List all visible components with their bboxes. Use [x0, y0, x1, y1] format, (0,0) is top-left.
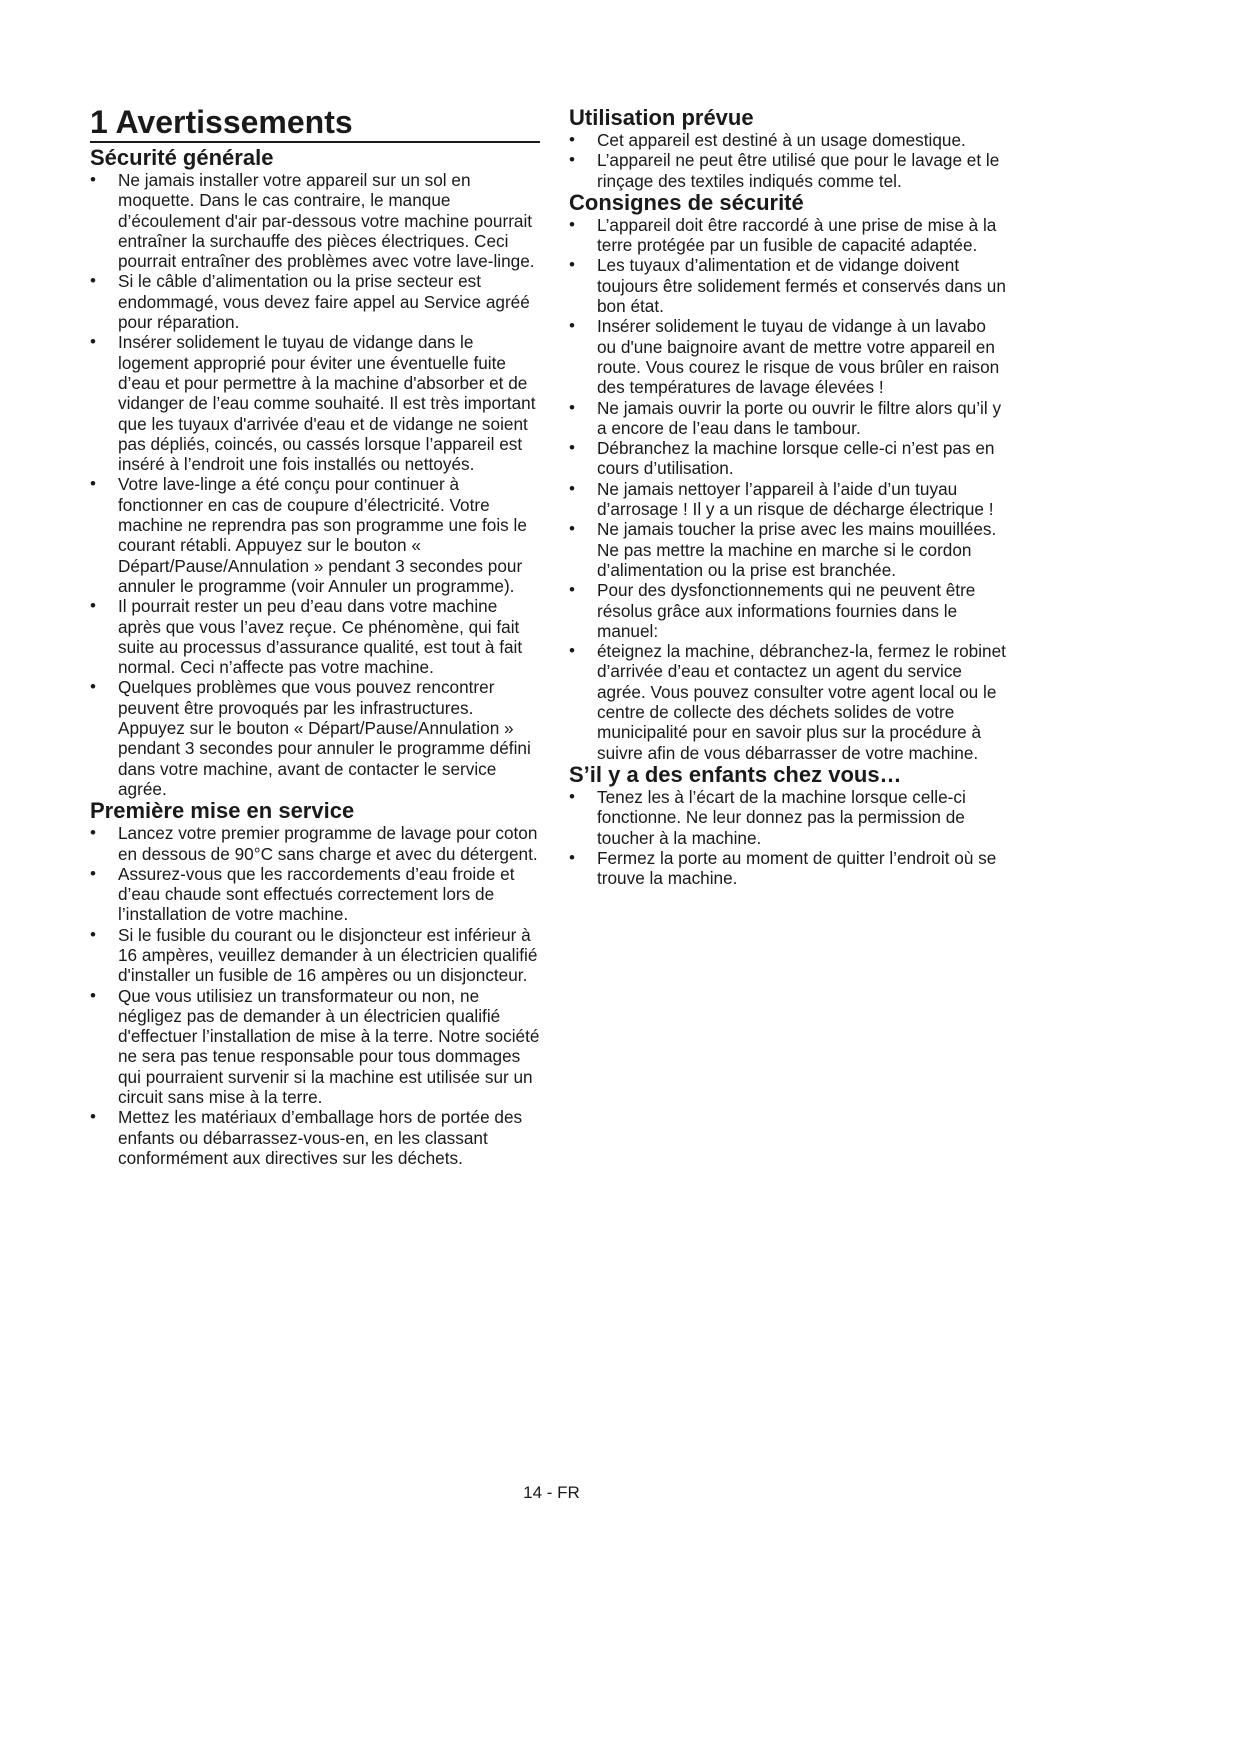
list-item: • Ne jamais ouvrir la porte ou ouvrir le filtre alors qu’il y a encore de l’eau dans le tambour.: [569, 398, 1009, 439]
list-item: • Tenez les à l’écart de la machine lorsque celle-ci fonctionne. Ne leur donnez pas la permission de toucher à la machine.: [569, 787, 1009, 848]
list-consignes-de-securite: [569, 215, 1009, 763]
page-number: 14 - FR: [523, 1483, 580, 1502]
left-column: [90, 104, 540, 1168]
list-item: • éteignez la machine, débranchez-la, fermez le robinet d’arrivée d’eau et contactez un agent du service agrée. Vous pouvez consulter votre agent local ou le centre de collecte des déchets solides de votre municipalité pour en savoir plus sur la procédure à suivre afin de vous débarrasser de votre machine.: [569, 641, 1009, 763]
list-item: • Insérer solidement le tuyau de vidange dans le logement approprié pour éviter une éventuelle fuite d’eau et pour permettre à la machine d'absorber et de vidanger de l’eau comme souhaité. Il est très important que les tuyaux d'arrivée d'eau et de vidange ne soient pas dépliés, coincés, ou cassés lorsque l’appareil est inséré à l’endroit une fois installés ou nettoyés.: [90, 332, 540, 474]
section-title-securite-generale: Sécurité générale: [90, 145, 274, 170]
list-item: • Insérer solidement le tuyau de vidange à un lavabo ou d'une baignoire avant de mettre votre appareil en route. Vous courez le risque de vous brûler en raison des températures de lavage élevées !: [569, 316, 1009, 397]
list-enfants: [569, 787, 1009, 888]
section-title-utilisation-prevue: Utilisation prévue: [569, 105, 754, 130]
section-title-premiere-mise-en-service: Première mise en service: [90, 798, 355, 824]
list-item: • Quelques problèmes que vous pouvez rencontrer peuvent être provoqués par les infrastructures. Appuyez sur le bouton « Départ/Pause/Annulation » pendant 3 secondes pour annuler le programme défini dans votre machine, avant de contacter le service agrée.: [90, 677, 540, 799]
list-utilisation-prevue: [569, 130, 1009, 191]
list-item: • Votre lave-linge a été conçu pour continuer à fonctionner en cas de coupure d’électricité. Votre machine ne reprendra pas son programme une fois le courant rétabli. Appuyez sur le bouton « Départ/Pause/Annulation » pendant 3 secondes pour annuler le programme (voir Annuler un programme).: [90, 474, 540, 596]
list-item: • Il pourrait rester un peu d’eau dans votre machine après que vous l’avez reçue. Ce phénomène, qui fait suite au processus d’assurance qualité, est tout à fait normal. Ceci n’affecte pas votre machine.: [90, 596, 540, 677]
list-item: • Débranchez la machine lorsque celle-ci n’est pas en cours d’utilisation.: [569, 438, 1009, 479]
chapter-title: 1 Avertissements: [90, 104, 540, 143]
list-item: • Ne jamais nettoyer l’appareil à l’aide d’un tuyau d’arrosage ! Il y a un risque de décharge électrique !: [569, 479, 1009, 520]
list-item: • Pour des dysfonctionnements qui ne peuvent être résolus grâce aux informations fournies dans le manuel:: [569, 580, 1009, 641]
list-item: • Fermez la porte au moment de quitter l’endroit où se trouve la machine.: [569, 848, 1009, 889]
list-item: • Ne jamais installer votre appareil sur un sol en moquette. Dans le cas contraire, le manque d’écoulement d'air par-dessous votre machine pourrait entraîner la surchauffe des pièces électriques. Ceci pourrait entraîner des problèmes avec votre lave-linge.: [90, 170, 540, 271]
list-item: • Assurez-vous que les raccordements d’eau froide et d’eau chaude sont effectués correctement lors de l’installation de votre machine.: [90, 864, 540, 925]
list-item: • Les tuyaux d’alimentation et de vidange doivent toujours être solidement fermés et conservés dans un bon état.: [569, 255, 1009, 316]
right-column: [569, 106, 1009, 888]
list-securite-generale: [90, 170, 540, 799]
list-item: • Lancez votre premier programme de lavage pour coton en dessous de 90°C sans charge et avec du détergent.: [90, 823, 540, 864]
list-item: • Ne jamais toucher la prise avec les mains mouillées. Ne pas mettre la machine en marche si le cordon d’alimentation ou la prise est branchée.: [569, 519, 1009, 580]
list-item: • Si le câble d’alimentation ou la prise secteur est endommagé, vous devez faire appel au Service agréé pour réparation.: [90, 271, 540, 332]
list-item: • Que vous utilisiez un transformateur ou non, ne négligez pas de demander à un électricien qualifié d'effectuer l’installation de mise à la terre. Notre société ne sera pas tenue responsable pour tous dommages qui pourraient survenir si la machine est utilisée sur un circuit sans mise à la terre.: [90, 986, 540, 1108]
list-item: • Cet appareil est destiné à un usage domestique.: [569, 130, 1009, 150]
list-item: • L’appareil ne peut être utilisé que pour le lavage et le rinçage des textiles indiqués comme tel.: [569, 150, 1009, 191]
list-item: • Mettez les matériaux d’emballage hors de portée des enfants ou débarrassez-vous-en, en les classant conformément aux directives sur les déchets.: [90, 1107, 540, 1168]
list-item: • Si le fusible du courant ou le disjoncteur est inférieur à 16 ampères, veuillez demander à un électricien qualifié d'installer un fusible de 16 ampères ou un disjoncteur.: [90, 925, 540, 986]
section-title-consignes-de-securite: Consignes de sécurité: [569, 189, 804, 215]
list-premiere-mise-en-service: [90, 823, 540, 1168]
section-title-enfants: S’il y a des enfants chez vous…: [569, 761, 902, 787]
list-item: • L’appareil doit être raccordé à une prise de mise à la terre protégée par un fusible de capacité adaptée.: [569, 215, 1009, 256]
